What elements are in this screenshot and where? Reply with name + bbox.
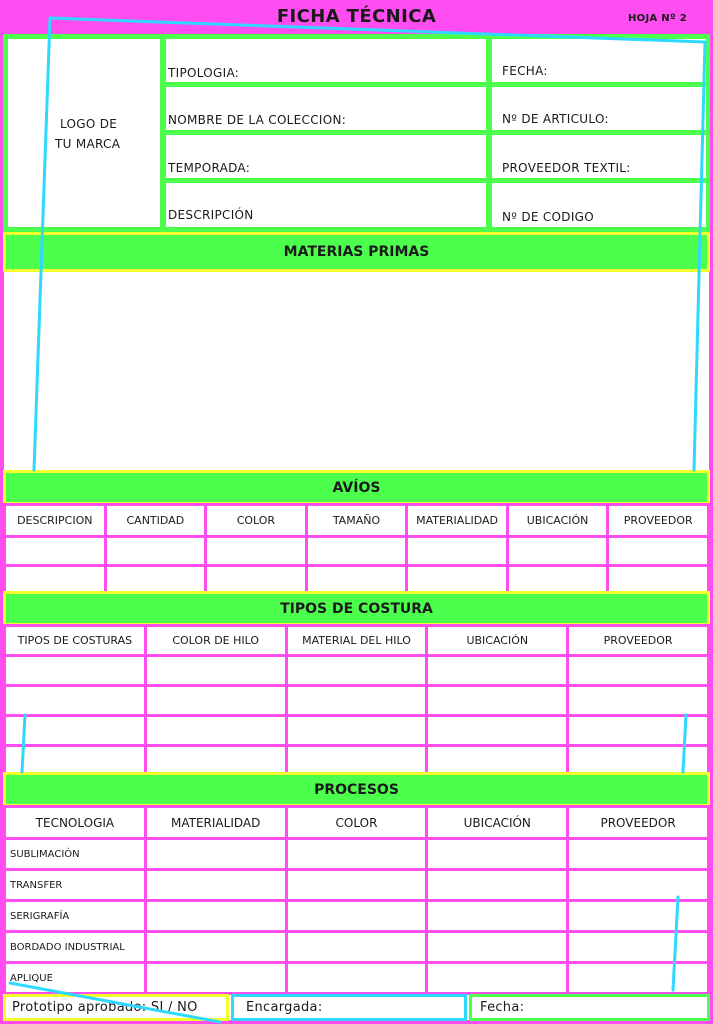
field-descripcion-label: DESCRIPCIÓN (168, 208, 254, 222)
avios-header-cantidad: CANTIDAD (105, 505, 206, 537)
avios-header-materialidad: MATERIALIDAD (407, 505, 508, 537)
procesos-header-ubicacion: UBICACIÓN (427, 807, 568, 839)
costura-header-tipos: TIPOS DE COSTURAS (5, 626, 146, 656)
avios-header-tamano: TAMAÑO (306, 505, 407, 537)
avios-header-descripcion: DESCRIPCION (5, 505, 106, 537)
field-temporada-label: TEMPORADA: (168, 161, 251, 175)
procesos-header-proveedor: PROVEEDOR (568, 807, 709, 839)
procesos-header-color: COLOR (286, 807, 427, 839)
section-tipos-costura: TIPOS DE COSTURA (3, 591, 710, 626)
field-nombre-coleccion-label: NOMBRE DE LA COLECCION: (168, 113, 347, 127)
avios-header-proveedor: PROVEEDOR (608, 505, 709, 537)
logo-placeholder-line2: TU MARCA (55, 137, 121, 151)
proceso-row-label: BORDADO INDUSTRIAL (5, 932, 146, 963)
footer-encargada-label: Encargada: (246, 1000, 323, 1015)
proceso-row-label: TRANSFER (5, 870, 146, 901)
field-n-codigo-label: Nº DE CODIGO (502, 210, 595, 224)
sheet-number: HOJA Nº 2 (628, 13, 687, 24)
section-materias-primas: MATERIAS PRIMAS (3, 232, 710, 272)
field-tipologia-label: TIPOLOGIA: (168, 66, 240, 80)
procesos-header-tecnologia: TECNOLOGIA (5, 807, 146, 839)
section-avios: AVÍOS (3, 470, 710, 505)
field-fecha-label: FECHA: (502, 64, 548, 78)
proceso-row-label: APLIQUE (5, 963, 146, 994)
costura-header-proveedor: PROVEEDOR (568, 626, 709, 656)
footer-fecha-label: Fecha: (480, 1000, 525, 1015)
costura-header-color-hilo: COLOR DE HILO (145, 626, 286, 656)
field-proveedor-textil-label: PROVEEDOR TEXTIL: (502, 161, 631, 175)
avios-header-color: COLOR (206, 505, 307, 537)
proceso-row-label: SERIGRAFÍA (5, 901, 146, 932)
field-n-articulo-label: Nº DE ARTICULO: (502, 112, 609, 126)
logo-placeholder-line1: LOGO DE (60, 117, 118, 131)
avios-header-ubicacion: UBICACIÓN (507, 505, 608, 537)
costura-header-ubicacion: UBICACIÓN (427, 626, 568, 656)
page-title: FICHA TÉCNICA (276, 6, 437, 27)
costura-header-material-hilo: MATERIAL DEL HILO (286, 626, 427, 656)
footer-prototipo-label: Prototipo aprobado: SI / NO (12, 1000, 198, 1015)
procesos-header-materialidad: MATERIALIDAD (145, 807, 286, 839)
section-procesos: PROCESOS (3, 772, 710, 807)
proceso-row-label: SUBLIMACIÓN (5, 839, 146, 870)
